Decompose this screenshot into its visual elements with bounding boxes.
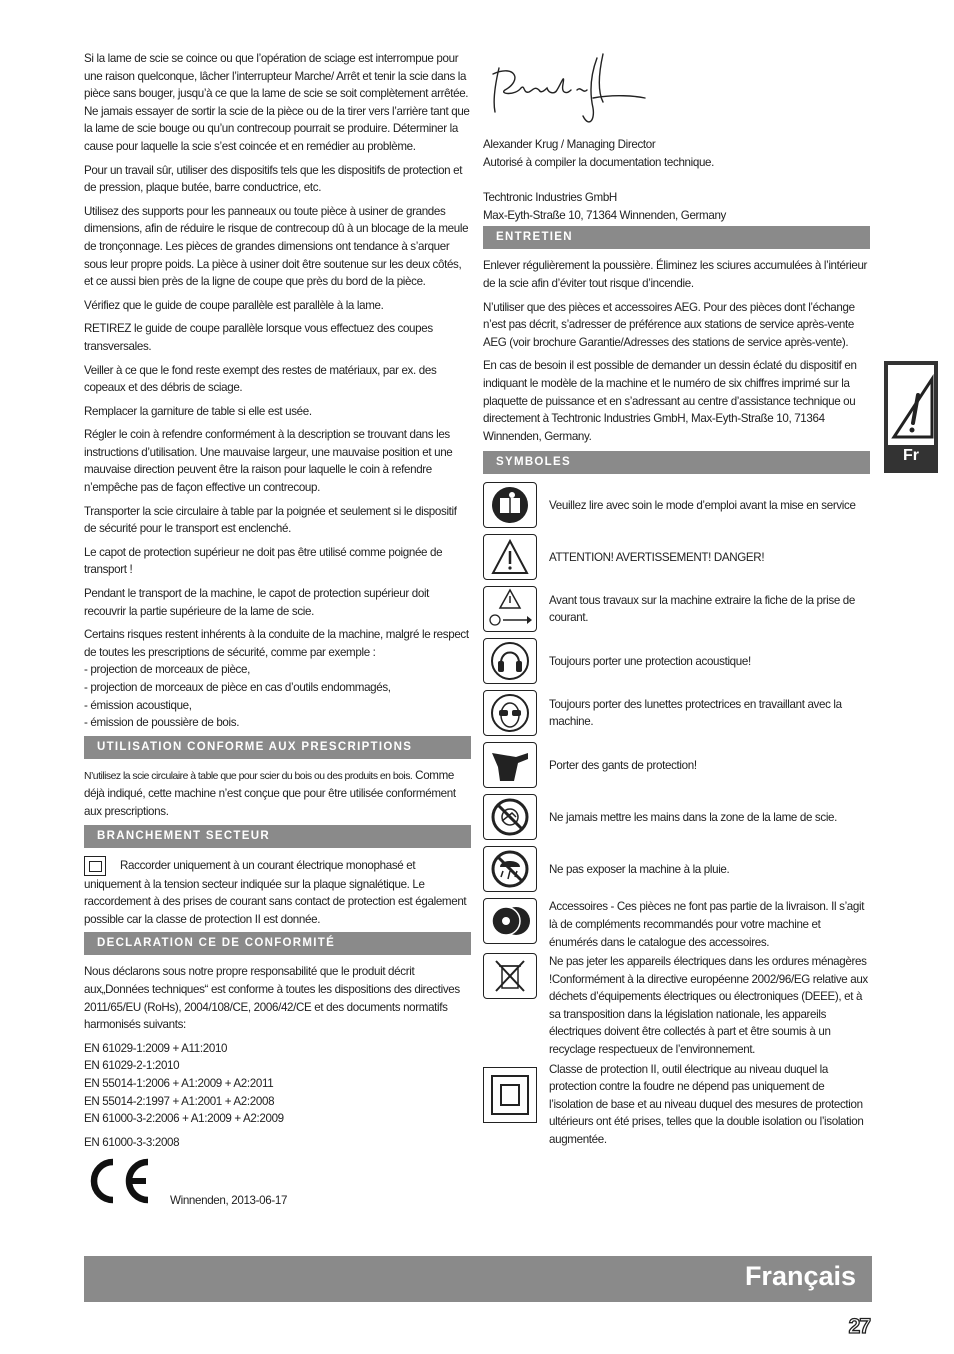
standard-item: EN 61029-1:2009 + A11:2010 — [84, 1041, 228, 1055]
entretien-para: Enlever régulièrement la poussière. Éliminez les sciures accumulées à l’intérieur de la scie afin d’éviter tout risque d’incendie. — [483, 259, 868, 290]
left-column — [84, 50, 471, 1208]
secteur-text — [84, 856, 471, 929]
standards-list — [84, 1040, 471, 1128]
usage-rest: Comme déjà indiqué, cette machine n’est conçue que pour être utilisée conformément aux prescriptions. — [84, 768, 456, 818]
symbol-text: Accessoires - Ces pièces ne font pas partie de la livraison. Il s’agit là de compléments recommandés pour votre machine et énumérés dans le catalogue des accessoires. — [549, 900, 865, 949]
symbol-text: Toujours porter une protection acoustique! — [549, 654, 751, 668]
entretien-para: En cas de besoin il est possible de demander un dessin éclaté du dispositif en indiquant le modèle de la machine et le numéro de six chiffres imprimé sur la plaquette de puissance et en s’adressant au centre d’assistance technique ou directement à Techtronic Industries GmbH, Max-Eyth-Straße 10, 71364 Winnenden, Germany. — [483, 359, 857, 443]
signatory: Alexander Krug / Managing Director — [483, 138, 656, 151]
address: Max-Eyth-Straße 10, 71364 Winnenden, Germany — [483, 208, 727, 222]
no-rain-icon — [483, 846, 537, 892]
risk-list — [84, 626, 471, 732]
symbol-row — [483, 586, 870, 632]
symbol-text: ATTENTION! AVERTISSEMENT! DANGER! — [549, 550, 765, 564]
symbol-row — [483, 482, 870, 528]
para: Veiller à ce que le fond reste exempt des restes de matériaux, par ex. des copeaux et des débris de sciage. — [84, 363, 437, 395]
footer-language: Français — [744, 1261, 856, 1291]
section-header-usage: UTILISATION CONFORME AUX PRESCRIPTIONS — [84, 736, 471, 759]
secteur-body: Raccorder uniquement à un courant électrique monophasé et uniquement à la tension secteur indiquée sur la plaque signalétique. Le raccordement à des prises de courant sans contact de protection est également possible car la classe de protection II est donnée. — [84, 858, 467, 926]
symbol-text: Classe de protection II, outil électrique au niveau duquel la protection contre la foudre ne dépend pas uniquement de l’isolation de base et au niveau duquel des mesures de protection ultérieurs ont été prises, telles que la double isolation ou l’isolation augmentée. — [549, 1062, 864, 1147]
place-date: Winnenden, 2013-06-17 — [170, 1194, 288, 1208]
authorized: Autorisé à compiler la documentation technique. — [483, 155, 715, 169]
gloves-icon — [483, 742, 537, 788]
language-side-tab — [884, 361, 938, 473]
warning-triangle-icon — [888, 365, 934, 445]
section-header-entretien: ENTRETIEN — [483, 226, 870, 249]
signatory-block — [483, 136, 870, 224]
symbol-text: Ne pas jeter les appareils électriques dans les ordures ménagères !Conformément à la directive européenne 2002/96/EG relative aux déchets d’équipements électriques ou électroniques (DEEE), et à sa transposition dans la législation nationale, les appareils électriques doivent être collectés à part et être soumis à un recyclage respectueux de l’environnement. — [549, 955, 868, 1057]
symbol-text: Porter des gants de protection! — [549, 758, 697, 772]
risk-item: - émission acoustique, — [84, 698, 192, 712]
section-header-symboles: SYMBOLES — [483, 451, 870, 474]
accessories-icon — [483, 898, 537, 944]
para: Régler le coin à refendre conformément à la description se trouvant dans les instructions d’utilisation. Une mauvaise largeur, une mauvaise position et une mauvaise direction peuvent être la raison pour laquelle le coin à refendre n’empêche pas de façon effective un contrecoup. — [84, 428, 453, 495]
symbol-row — [483, 898, 870, 951]
usage-small: N’utilisez la scie circulaire à table que pour scier du bois ou des produits en bois. — [84, 770, 413, 782]
para: Pendant le transport de la machine, le capot de protection supérieur doit recouvrir la partie supérieure de la lame de scie. — [84, 587, 430, 618]
risk-item: - projection de morceaux de pièce en cas d’outils endommagés, — [84, 681, 391, 694]
risk-item: - projection de morceaux de pièce, — [84, 663, 250, 677]
standard-item: EN 55014-2:1997 + A1:2001 + A2:2008 — [84, 1094, 275, 1108]
symbol-text: Ne jamais mettre les mains dans la zone de la lame de scie. — [549, 810, 838, 824]
company: Techtronic Industries GmbH — [483, 191, 617, 205]
para: Si la lame de scie se coince ou que l’opération de sciage est interrompue pour une raison quelconque, lâcher l’interrupteur Marche/ Arrêt et tenir la scie dans la pièce sans bouger, jusqu’à ce que la lame de scie se soit complètement arrêtée. Ne jamais essayer de sortir la scie de la pièce ou de la tirer vers l’arrière tant que la lame de scie bouge ou qu’un contrecoup pourrait se produire. Déterminer la cause pour laquelle la scie s’est coincée et en remédier au problème. — [84, 52, 470, 153]
right-column — [483, 50, 870, 1155]
warning-triangle-icon — [483, 534, 537, 580]
entretien-para: N’utiliser que des pièces et accessoires AEG. Pour des pièces dont l’échange n’est pas décrit, s’adresser de préférence aux stations de service après-vente AEG (voir brochure Garantie/Adresses des stations de service après-vente). — [483, 300, 855, 349]
ce-signoff — [84, 1157, 471, 1208]
class-ii-icon — [483, 1067, 537, 1123]
para: Transporter la scie circulaire à table par la poignée et seulement si le dispositif de sécurité pour le transport est enclenché. — [84, 504, 457, 536]
usage-text — [84, 767, 471, 821]
footer-band — [84, 1256, 872, 1302]
standard-item: EN 61029-2-1:2010 — [84, 1059, 180, 1073]
section-header-secteur: BRANCHEMENT SECTEUR — [84, 825, 471, 848]
symbol-row — [483, 534, 870, 580]
ce-mark-icon — [84, 1157, 154, 1205]
section-header-ce: DECLARATION CE DE CONFORMITÉ — [84, 932, 471, 955]
class-ii-icon — [84, 856, 106, 876]
symbol-row — [483, 953, 870, 1059]
risk-item: - émission de poussière de bois. — [84, 716, 240, 730]
symbol-text: Veuillez lire avec soin le mode d’emploi avant la mise en service — [549, 498, 856, 512]
signature-image — [485, 50, 655, 134]
symbol-text: Ne pas exposer la machine à la pluie. — [549, 862, 730, 876]
read-manual-icon — [483, 482, 537, 528]
side-tab-lang: Fr — [903, 447, 919, 464]
safety-glasses-icon — [483, 690, 537, 736]
symbol-row — [483, 690, 870, 736]
risk-intro: Certains risques restent inhérents à la conduite de la machine, malgré le respect de toutes les prescriptions de sécurité, comme par exemple : — [84, 628, 469, 659]
symbol-row — [483, 846, 870, 892]
ear-protection-icon — [483, 638, 537, 684]
symbol-row — [483, 794, 870, 840]
standard-item: EN 55014-1:2006 + A1:2009 + A2:2011 — [84, 1076, 274, 1090]
standard-last: EN 61000-3-3:2008 — [84, 1135, 180, 1149]
weee-bin-icon — [483, 953, 537, 999]
symbol-text: Toujours porter des lunettes protectrices en travaillant avec la machine. — [549, 697, 842, 729]
symbol-row — [483, 1061, 870, 1149]
unplug-warning-icon — [483, 586, 537, 632]
para: Le capot de protection supérieur ne doit pas être utilisé comme poignée de transport ! — [84, 545, 443, 577]
standard-item: EN 61000-3-2:2006 + A1:2009 + A2:2009 — [84, 1112, 284, 1126]
para: Utilisez des supports pour les panneaux ou toute pièce à usiner de grandes dimensions, afin de réduire le risque de contrecoup dû à un blocage de la meule de tronçonnage. Les pièces de grandes dimensions ont tendance à s’arquer sous leur propre poids. La pièce à usiner doit être soutenue sur les deux côtés, et ce aussi bien près de la ligne de coupe que près du bord de la pièce. — [84, 204, 469, 289]
para: Vérifiez que le guide de coupe parallèle est parallèle à la lame. — [84, 298, 384, 312]
para: Pour un travail sûr, utiliser des dispositifs tels que les dispositifs de protection et de pression, plaque butée, barre conductrice, etc. — [84, 163, 463, 195]
no-hands-icon — [483, 794, 537, 840]
para: RETIREZ le guide de coupe parallèle lorsque vous effectuez des coupes transversales. — [84, 322, 433, 353]
page-number: 27 — [848, 1315, 870, 1338]
symbol-text: Avant tous travaux sur la machine extraire la fiche de la prise de courant. — [549, 593, 855, 625]
symbol-row — [483, 742, 870, 788]
ce-text: Nous déclarons sous notre propre responsabilité que le produit décrit aux„Données techniques“ est conforme à toutes les dispositions des directives 2011/65/EU (RoHs), 2004/108/CE, 2006/42/CE et des documents normatifs harmonisés suivants: — [84, 965, 460, 1032]
symbol-row — [483, 638, 870, 684]
para: Remplacer la garniture de table si elle est usée. — [84, 404, 312, 418]
